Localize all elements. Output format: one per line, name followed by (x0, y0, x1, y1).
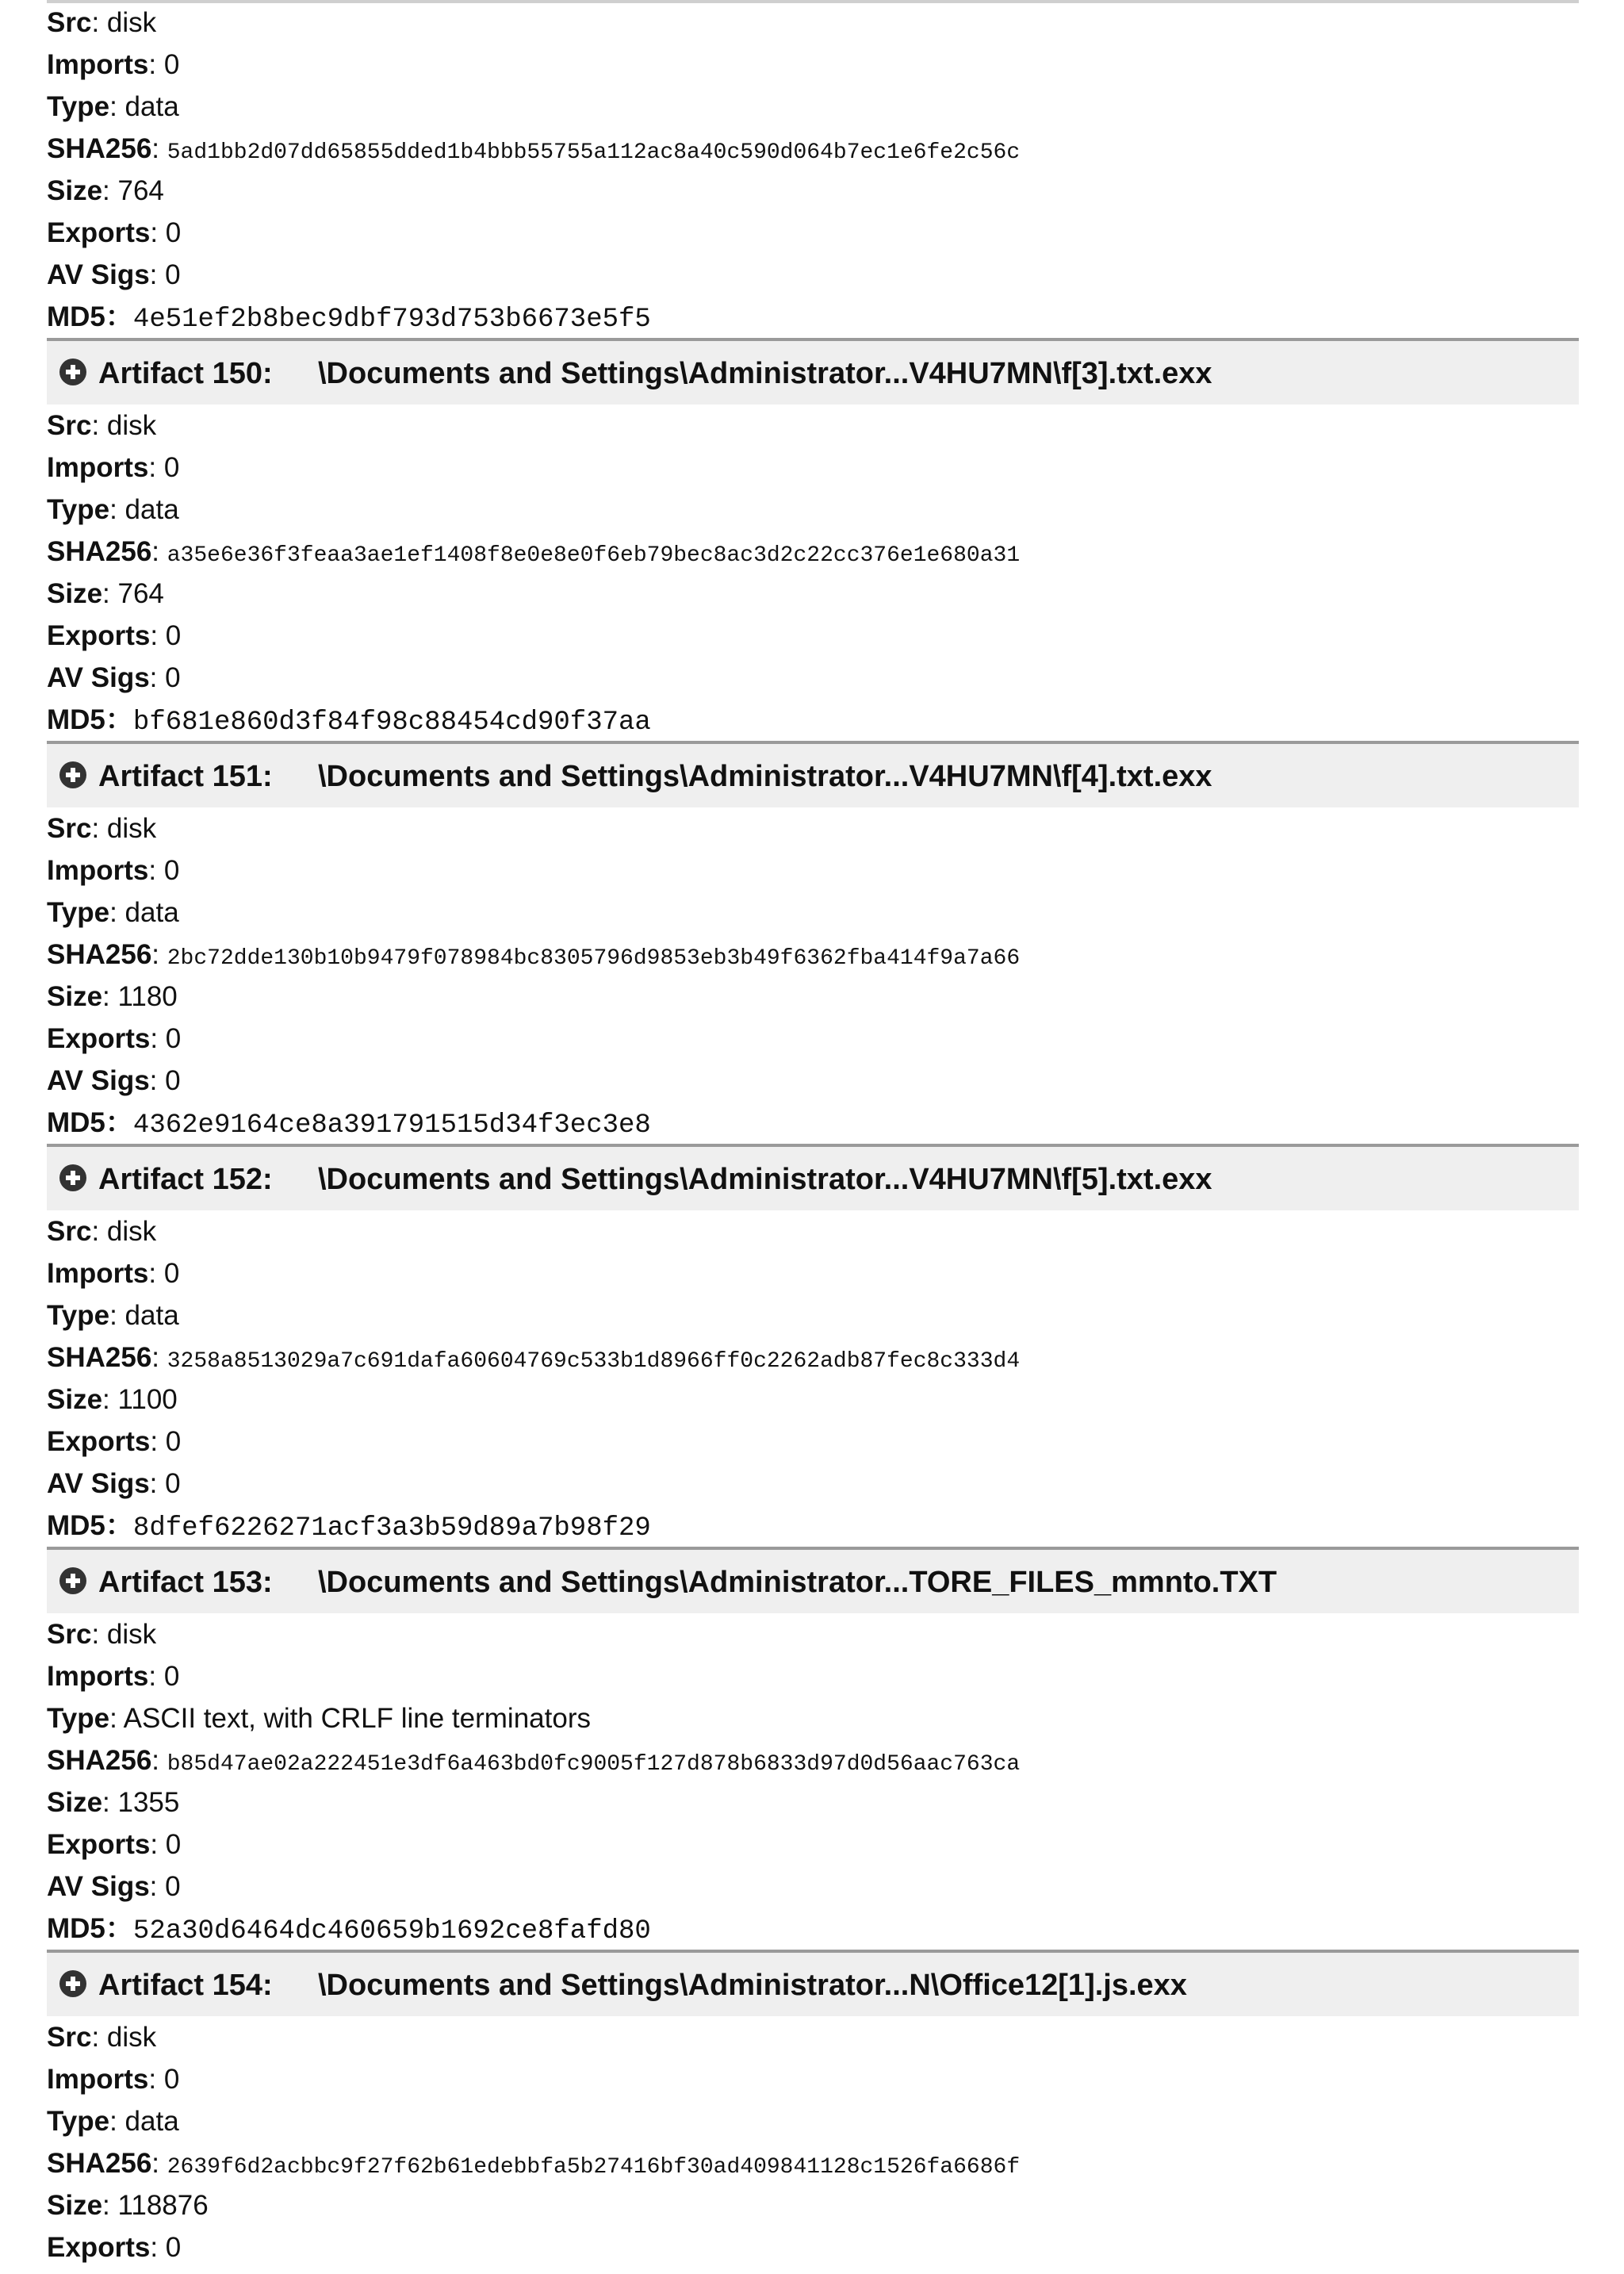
field-src: Src: disk (47, 1619, 157, 1650)
field-label: Src (47, 1216, 92, 1247)
field-exports: Exports: 0 (47, 620, 182, 651)
field-label: SHA256 (47, 1342, 152, 1373)
field-md5: MD5：bf681e860d3f84f98c88454cd90f37aa (47, 704, 651, 738)
field-value: ASCII text, with CRLF line terminators (123, 1703, 591, 1734)
artifact-path: \Documents and Settings\Administrator...N\Office12[1].js.exx (318, 1969, 1187, 2002)
field-value: 764 (117, 578, 164, 609)
field-label: AV Sigs (47, 1065, 150, 1096)
field-value: disk (106, 1216, 157, 1247)
field-imports: Imports: 0 (47, 2064, 180, 2095)
field-value: 52a30d6464dc460659b1692ce8fafd80 (132, 1916, 651, 1946)
field-label: Imports (47, 452, 149, 483)
field-value: 0 (165, 1871, 181, 1902)
field-value: bf681e860d3f84f98c88454cd90f37aa (132, 708, 651, 738)
field-md5: MD5：8dfef6226271acf3a3b59d89a7b98f29 (47, 1510, 651, 1543)
field-label: Size (47, 2190, 103, 2221)
field-label: MD5 (47, 301, 105, 332)
field-value: a35e6e36f3feaa3ae1ef1408f8e0e8e0f6eb79bec8ac3d2c22cc376e1e680a31 (167, 543, 1021, 568)
field-label: Type (47, 1703, 110, 1734)
field-label: SHA256 (47, 536, 152, 567)
field-md5: MD5：4362e9164ce8a391791515d34f3ec3e8 (47, 1107, 651, 1141)
field-av-sigs: AV Sigs: 0 (47, 1065, 181, 1096)
field-value: 1100 (117, 1384, 178, 1415)
field-value: 0 (163, 452, 180, 483)
field-value: 0 (163, 49, 180, 80)
field-label: Type (47, 1300, 110, 1331)
artifact-block (47, 338, 1579, 741)
artifact-header[interactable] (47, 741, 1579, 807)
field-label: Size (47, 1384, 103, 1415)
field-label: Type (47, 2106, 110, 2137)
field-sha256: SHA256: b85d47ae02a222451e3df6a463bd0fc9005f127d878b6833d97d0d56aac763ca (47, 1745, 1021, 1777)
field-sha256: SHA256: 2639f6d2acbbc9f27f62b61edebbfa5b27416bf30ad409841128c1526fa6686f (47, 2148, 1021, 2180)
field-type: Type: data (47, 1300, 179, 1331)
artifact-header[interactable] (47, 338, 1579, 405)
field-sha256: SHA256: 3258a8513029a7c691dafa60604769c533b1d8966ff0c2262adb87fec8c333d4 (47, 1342, 1021, 1374)
field-label: Exports (47, 217, 151, 248)
field-value: disk (106, 1619, 157, 1650)
field-exports: Exports: 0 (47, 217, 182, 248)
field-value: 0 (165, 1023, 182, 1054)
field-label: Imports (47, 2064, 149, 2095)
expand-plus-icon[interactable] (59, 1970, 86, 1997)
field-value: 0 (165, 1426, 182, 1457)
field-label: MD5 (47, 704, 105, 735)
field-value: 764 (117, 175, 164, 206)
field-label: Imports (47, 1661, 149, 1692)
field-label: Type (47, 897, 110, 928)
field-label: AV Sigs (47, 1468, 150, 1499)
field-label: Imports (47, 49, 149, 80)
field-value: 0 (165, 1829, 182, 1860)
expand-plus-icon[interactable] (59, 1567, 86, 1594)
field-label: SHA256 (47, 1745, 152, 1776)
field-type: Type: data (47, 494, 179, 525)
artifact-details-partial (47, 2, 1579, 338)
field-label: Size (47, 981, 103, 1012)
field-label: AV Sigs (47, 259, 150, 290)
field-size: Size: 1100 (47, 1384, 178, 1415)
expand-plus-icon[interactable] (59, 761, 86, 788)
artifact-title: Artifact 151: (98, 760, 273, 793)
field-label: Imports (47, 855, 149, 886)
field-label: Type (47, 91, 110, 122)
field-type: Type: data (47, 897, 179, 928)
field-value: 0 (163, 1661, 180, 1692)
field-src: Src: disk (47, 813, 157, 844)
artifact-title: Artifact 150: (98, 357, 273, 390)
field-value: 4362e9164ce8a391791515d34f3ec3e8 (132, 1110, 651, 1141)
field-label: Size (47, 578, 103, 609)
field-label: Exports (47, 1426, 151, 1457)
field-label: MD5 (47, 1913, 105, 1944)
field-value: data (124, 897, 179, 928)
field-value: 0 (163, 855, 180, 886)
field-src: Src: disk (47, 7, 157, 38)
field-label: AV Sigs (47, 662, 150, 693)
field-label: Size (47, 1787, 103, 1818)
expand-plus-icon[interactable] (59, 1164, 86, 1191)
field-size: Size: 118876 (47, 2190, 209, 2221)
field-md5: MD5：52a30d6464dc460659b1692ce8fafd80 (47, 1913, 651, 1946)
field-label: Exports (47, 1829, 151, 1860)
artifact-path: \Documents and Settings\Administrator...V4HU7MN\f[3].txt.exx (318, 357, 1212, 390)
artifact-block (47, 1547, 1579, 1950)
field-exports: Exports: 0 (47, 1829, 182, 1860)
field-av-sigs: AV Sigs: 0 (47, 259, 181, 290)
field-label: MD5 (47, 1510, 105, 1541)
field-imports: Imports: 0 (47, 855, 180, 886)
field-type: Type: data (47, 2106, 179, 2137)
artifact-block (47, 1950, 1579, 2268)
field-label: Src (47, 1619, 92, 1650)
field-value: 3258a8513029a7c691dafa60604769c533b1d8966ff0c2262adb87fec8c333d4 (167, 1349, 1021, 1374)
field-av-sigs: AV Sigs: 0 (47, 662, 181, 693)
artifact-path: \Documents and Settings\Administrator...TORE_FILES_mmnto.TXT (318, 1566, 1277, 1599)
field-sha256: SHA256: a35e6e36f3feaa3ae1ef1408f8e0e8e0f6eb79bec8ac3d2c22cc376e1e680a31 (47, 536, 1021, 568)
field-exports: Exports: 0 (47, 2232, 182, 2263)
artifact-title: Artifact 152: (98, 1163, 273, 1196)
field-src: Src: disk (47, 2022, 157, 2053)
field-value: disk (106, 410, 157, 441)
field-label: Exports (47, 1023, 151, 1054)
field-label: Src (47, 410, 92, 441)
artifact-title: Artifact 154: (98, 1969, 273, 2002)
field-size: Size: 764 (47, 175, 164, 206)
field-value: 0 (165, 620, 182, 651)
field-value: data (124, 2106, 179, 2137)
artifact-block (47, 1144, 1579, 1547)
field-imports: Imports: 0 (47, 1258, 180, 1289)
field-size: Size: 1180 (47, 981, 178, 1012)
field-value: 118876 (117, 2190, 209, 2221)
field-value: data (124, 494, 179, 525)
field-label: Exports (47, 620, 151, 651)
field-value: 0 (163, 1258, 180, 1289)
field-sha256: SHA256: 2bc72dde130b10b9479f078984bc8305796d9853eb3b49f6362fba414f9a7a66 (47, 939, 1021, 971)
field-label: Type (47, 494, 110, 525)
field-size: Size: 1355 (47, 1787, 180, 1818)
field-imports: Imports: 0 (47, 452, 180, 483)
field-value: 8dfef6226271acf3a3b59d89a7b98f29 (132, 1513, 651, 1543)
artifact-path: \Documents and Settings\Administrator...V4HU7MN\f[5].txt.exx (318, 1163, 1212, 1196)
field-value: data (124, 91, 179, 122)
field-md5: MD5：4e51ef2b8bec9dbf793d753b6673e5f5 (47, 301, 651, 335)
field-type: Type: data (47, 91, 179, 122)
field-imports: Imports: 0 (47, 1661, 180, 1692)
field-value: 5ad1bb2d07dd65855dded1b4bbb55755a112ac8a40c590d064b7ec1e6fe2c56c (167, 140, 1021, 165)
artifact-header[interactable] (47, 1547, 1579, 1613)
field-value: 0 (165, 662, 181, 693)
field-value: 0 (163, 2064, 180, 2095)
field-exports: Exports: 0 (47, 1023, 182, 1054)
field-av-sigs: AV Sigs: 0 (47, 1468, 181, 1499)
field-value: disk (106, 813, 157, 844)
artifact-title: Artifact 153: (98, 1566, 273, 1599)
field-value: 1180 (117, 981, 178, 1012)
artifact-list (47, 2, 1579, 2268)
field-sha256: SHA256: 5ad1bb2d07dd65855dded1b4bbb55755a112ac8a40c590d064b7ec1e6fe2c56c (47, 133, 1021, 165)
field-label: Imports (47, 1258, 149, 1289)
field-src: Src: disk (47, 1216, 157, 1247)
artifact-header[interactable] (47, 1950, 1579, 2016)
field-label: SHA256 (47, 939, 152, 970)
field-value: b85d47ae02a222451e3df6a463bd0fc9005f127d878b6833d97d0d56aac763ca (167, 1752, 1021, 1777)
field-src: Src: disk (47, 410, 157, 441)
artifact-path: \Documents and Settings\Administrator...V4HU7MN\f[4].txt.exx (318, 760, 1212, 793)
field-value: 0 (165, 1065, 181, 1096)
field-exports: Exports: 0 (47, 1426, 182, 1457)
field-value: 0 (165, 1468, 181, 1499)
field-label: SHA256 (47, 2148, 152, 2179)
field-value: 2bc72dde130b10b9479f078984bc8305796d9853eb3b49f6362fba414f9a7a66 (167, 946, 1021, 971)
expand-plus-icon[interactable] (59, 359, 86, 385)
field-value: disk (106, 2022, 157, 2053)
field-value: data (124, 1300, 179, 1331)
field-value: disk (106, 7, 157, 38)
artifact-block (47, 741, 1579, 1144)
field-value: 2639f6d2acbbc9f27f62b61edebbfa5b27416bf30ad409841128c1526fa6686f (167, 2155, 1021, 2180)
field-label: Src (47, 7, 92, 38)
field-imports: Imports: 0 (47, 49, 180, 80)
field-label: Size (47, 175, 103, 206)
field-value: 0 (165, 217, 182, 248)
field-value: 1355 (117, 1787, 180, 1818)
field-label: MD5 (47, 1107, 105, 1138)
artifact-header[interactable] (47, 1144, 1579, 1210)
field-label: SHA256 (47, 133, 152, 164)
field-size: Size: 764 (47, 578, 164, 609)
field-type: Type: ASCII text, with CRLF line terminators (47, 1703, 591, 1734)
field-value: 4e51ef2b8bec9dbf793d753b6673e5f5 (132, 305, 651, 335)
field-label: Src (47, 2022, 92, 2053)
field-av-sigs: AV Sigs: 0 (47, 1871, 181, 1902)
field-value: 0 (165, 259, 181, 290)
field-label: Src (47, 813, 92, 844)
field-value: 0 (165, 2232, 182, 2263)
field-label: Exports (47, 2232, 151, 2263)
field-label: AV Sigs (47, 1871, 150, 1902)
